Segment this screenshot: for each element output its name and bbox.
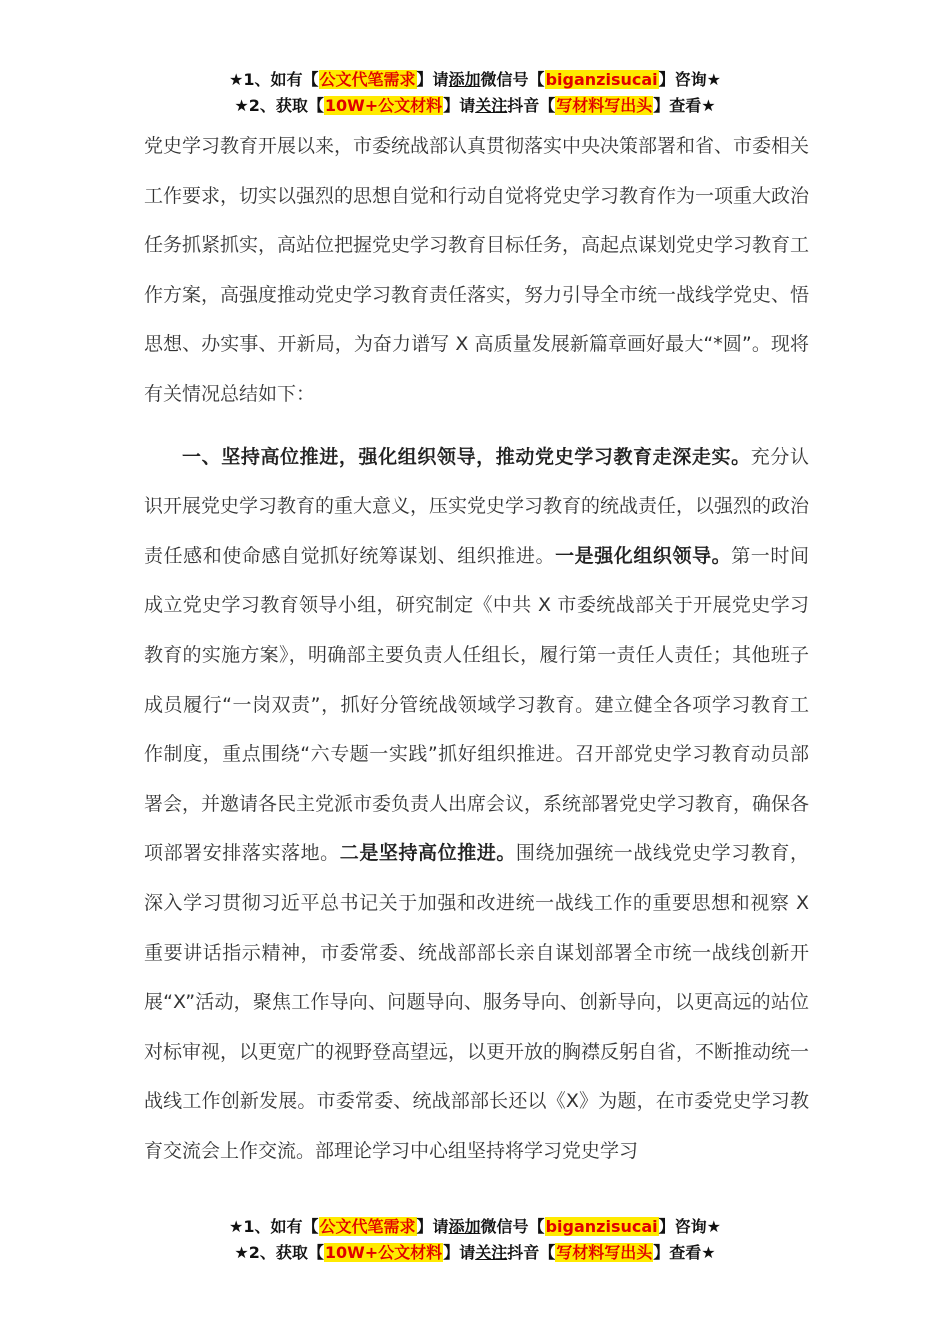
highlight-wechat-id: biganzisucai bbox=[545, 70, 658, 89]
subheading-1: 一是强化组织领导。 bbox=[555, 544, 732, 567]
highlight-douyin: 写材料写出头 bbox=[556, 1243, 653, 1262]
banner-line-2: ★2、获取【10W+公文材料】请关注抖音【写材料写出头】查看★ bbox=[234, 1243, 716, 1262]
highlight-service: 公文代笔需求 bbox=[319, 1217, 416, 1236]
banner-line-1: ★1、如有【公文代笔需求】请添加微信号【biganzisucai】咨询★ bbox=[229, 1217, 721, 1236]
highlight-materials: 10W+公文材料 bbox=[324, 1243, 443, 1262]
section-heading: 一、坚持高位推进，强化组织领导，推动党史学习教育走深走实。 bbox=[182, 445, 751, 468]
paragraph-section-1: 一、坚持高位推进，强化组织领导，推动党史学习教育走深走实。充分认识开展党史学习教育的重大意义，压实党史学习教育的统战责任，以强烈的政治责任感和使命感自觉抓好统筹谋划、组织推进。一是强化组织领导。第一时间成立党史学习教育领导小组，研究制定《中共 X 市委统战部关于开展党史学习教育的实施方案》，明确部主要负责人任组长，履行第一责任人责任；其他班子成员履行“一岗双责”，抓好分管统战领域学习教育。建立健全各项学习教育工作制度，重点围绕“六专题一实践”抓好组织推进。召开部党史学习教育动员部署会，并邀请各民主党派市委负责人出席会议，系统部署党史学习教育，确保各项部署安排落实落地。二是坚持高位推进。围绕加强统一战线党史学习教育，深入学习贯彻习近平总书记关于加强和改进统一战线工作的重要思想和视察 X 重要讲话指示精神，市委常委、统战部部长亲自谋划部署全市统一战线创新开展“X”活动，聚焦工作导向、问题导向、服务导向、创新导向，以更高远的站位对标审视，以更宽广的视野登高望远，以更开放的胸襟反躬自省，不断推动统一战线工作创新发展。市委常委、统战部部长还以《X》为题，在市委党史学习教育交流会上作交流。部理论学习中心组坚持将学习党史学习 bbox=[144, 445, 810, 1162]
subheading-2: 二是坚持高位推进。 bbox=[339, 842, 516, 865]
highlight-service: 公文代笔需求 bbox=[319, 70, 416, 89]
bottom-banner bbox=[0, 1214, 950, 1266]
top-banner bbox=[0, 67, 950, 119]
banner-line-2: ★2、获取【10W+公文材料】请关注抖音【写材料写出头】查看★ bbox=[234, 96, 716, 115]
highlight-wechat-id: biganzisucai bbox=[545, 1217, 658, 1236]
highlight-materials: 10W+公文材料 bbox=[324, 96, 443, 115]
banner-line-1: ★1、如有【公文代笔需求】请添加微信号【biganzisucai】咨询★ bbox=[229, 70, 721, 89]
document-body bbox=[144, 122, 809, 1176]
highlight-douyin: 写材料写出头 bbox=[556, 96, 653, 115]
paragraph-intro: 党史学习教育开展以来，市委统战部认真贯彻落实中央决策部署和省、市委相关工作要求，切实以强烈的思想自觉和行动自觉将党史学习教育作为一项重大政治任务抓紧抓实，高站位把握党史学习教育目标任务，高起点谋划党史学习教育工作方案，高强度推动党史学习教育责任落实，努力引导全市统一战线学党史、悟思想、办实事、开新局，为奋力谱写 X 高质量发展新篇章画好最大“*圆”。现将有关情况总结如下： bbox=[144, 135, 810, 405]
